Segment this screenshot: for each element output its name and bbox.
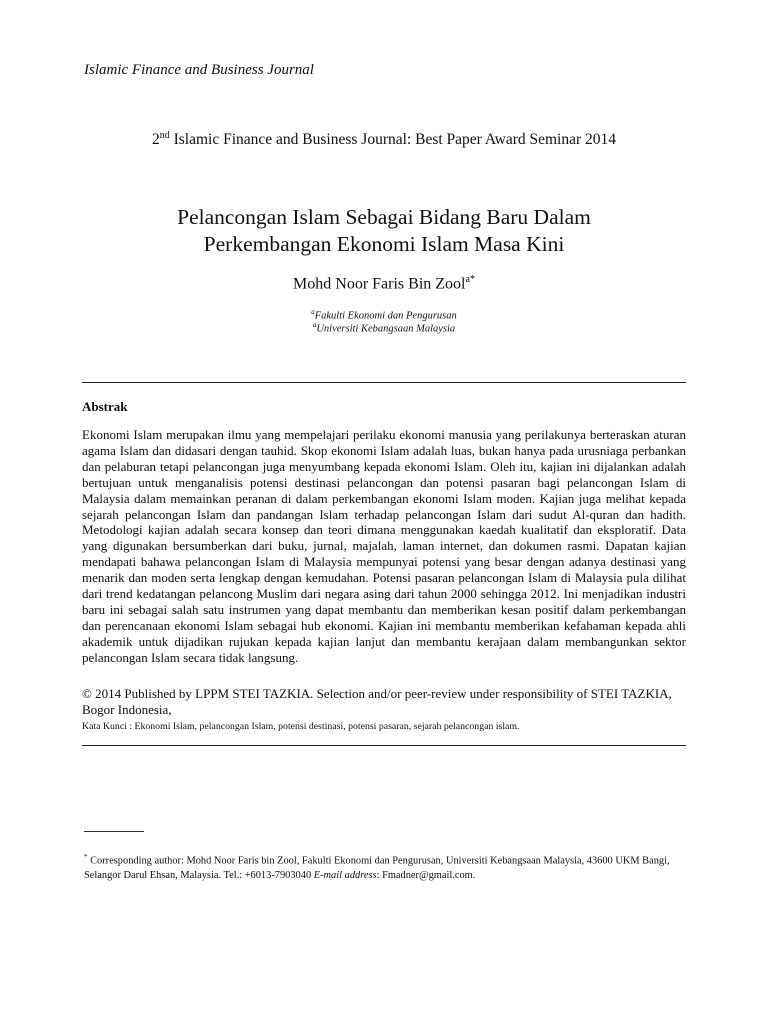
email-label: E-mail address (313, 870, 377, 882)
seminar-ordinal-suffix: nd (159, 130, 170, 141)
seminar-ordinal-number: 2 (151, 131, 160, 149)
seminar-text: Islamic Finance and Business Journal: Best Paper Award Seminar 2014 (169, 131, 617, 149)
top-divider (82, 382, 686, 383)
email-value: : Fmadner@gmail.com. (376, 870, 476, 882)
paper-title-line-1: Pelancongan Islam Sebagai Bidang Baru Dalam (177, 205, 591, 229)
author-name: Mohd Noor Faris Bin Zool (293, 275, 466, 293)
affiliation-marker: a (311, 308, 315, 316)
affiliation-faculty (0, 308, 768, 322)
journal-header: Islamic Finance and Business Journal (84, 62, 314, 78)
author-marker: a* (465, 274, 475, 285)
affiliation-university (0, 321, 768, 335)
abstract-heading: Abstrak (82, 399, 128, 414)
author-line (0, 274, 768, 293)
copyright-notice: © 2014 Published by LPPM STEI TAZKIA. Selection and/or peer-review under responsibility of STEI TAZKIA, Bogor Indonesia, (82, 686, 672, 717)
seminar-line (0, 130, 768, 149)
keywords: Kata Kunci : Ekonomi Islam, pelancongan Islam, potensi destinasi, potensi pasaran, sejarah pelancongan islam. (82, 721, 520, 732)
abstract-body: Ekonomi Islam merupakan ilmu yang mempelajari perilaku ekonomi manusia yang perilakunya berteraskan aturan agama Islam dan didasari dengan tauhid. Skop ekonomi Islam adalah luas, bukan hanya pada urusniaga perbankan dan pelaburan tetapi pelancongan juga menyumbang kepada ekonomi Islam. Oleh itu, kajian ini dijalankan adalah bertujuan untuk menganalisis potensi destinasi pelancongan dan potensi pasaran bagi pelancongan Islam di Malaysia dalam memainkan peranan di dalam perkembangan ekonomi Islam moden. Kajian juga melihat kepada sejarah pelancongan Islam dan pandangan Islam terhadap pelancongan Islam dari sudut Al-quran dan hadith. Metodologi kajian adalah secara konsep dan teori dimana menggunakan kaedah kualitatif dan eksploratif. Data yang digunakan bersumberkan dari buku, jurnal, majalah, laman internet, dan dokumen rasmi. Dapatan kajian mendapati bahawa pelancongan Islam di Malaysia mempunyai potensi yang besar dengan adanya destinasi yang menarik dan moden serta lengkap dengan kemudahan. Potensi pasaran pelancongan Islam di Malaysia pula dilihat dari trend kedatangan pelancong Muslim dari negara asing dari tahun 2000 sehingga 2012. Ini menjadikan industri baru ini sebagai salah satu instrumen yang dapat membantu dan memberikan kesan positif dalam perkembangan dan perencanaan ekonomi Islam sebagai hub ekonomi. Kajian ini membantu memberikan kefahaman kepada ahli akademik untuk dijadikan rujukan kepada kajian lanjut dan membantu kerajaan dalam membangunkan sektor pelancongan Islam secara tidak langsung. (82, 427, 686, 665)
bottom-divider (82, 745, 686, 746)
affiliation-marker: a (312, 321, 317, 329)
footnote-divider (84, 831, 144, 832)
footnote-marker: * (84, 853, 88, 861)
affiliation-text: Universiti Kebangsaan Malaysia (316, 323, 456, 335)
footnote (84, 850, 688, 883)
affiliation-text: Fakulti Ekonomi dan Pengurusan (314, 310, 457, 322)
paper-title-line-2: Perkembangan Ekonomi Islam Masa Kini (203, 232, 565, 256)
footnote-text: Corresponding author: Mohd Noor Faris bin Zool, Fakulti Ekonomi dan Pengurusan, Universiti Kebangsaan Malaysia, 43600 UKM Bangi, Selangor Darul Ehsan, Malaysia. Tel.: +6013-7903040 (84, 855, 670, 882)
paper-title (0, 204, 768, 258)
